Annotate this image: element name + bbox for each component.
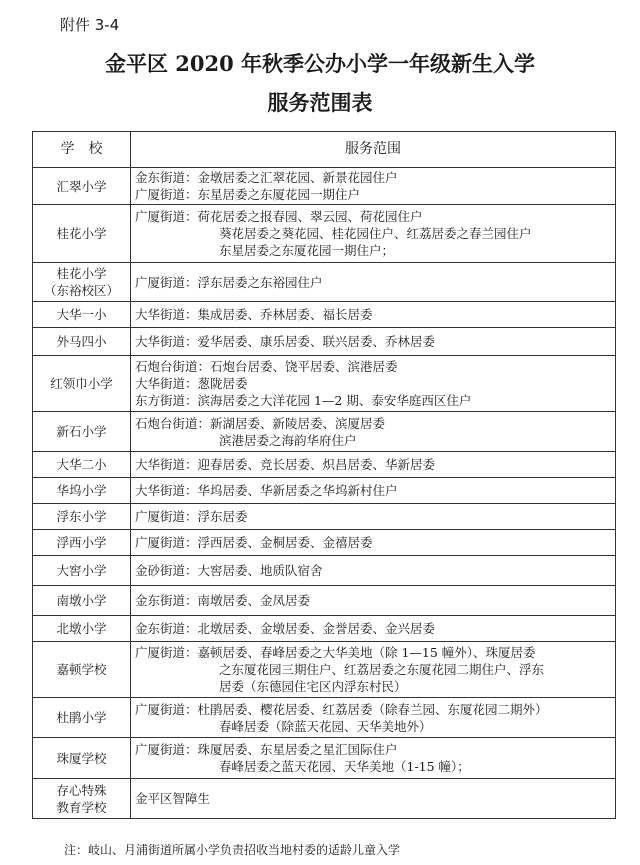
- school-name-cell: [33, 263, 131, 302]
- service-scope-cell: [131, 616, 616, 642]
- table-row: [33, 530, 616, 556]
- school-name: 大华一小: [56, 307, 107, 322]
- school-name: 桂花小学: [56, 226, 107, 241]
- school-name: 杜鹃小学: [56, 710, 107, 725]
- school-name: （东裕校区）: [43, 283, 119, 298]
- school-name: 教育学校: [56, 799, 107, 815]
- scope-line: 广厦街道：浮东居委之东裕园住户: [135, 274, 323, 290]
- school-name-cell: [33, 779, 131, 819]
- table-row: [33, 302, 616, 328]
- school-name: 南墩小学: [56, 593, 107, 608]
- scope-line: 广厦街道：杜鹃居委、樱花居委、红荔居委（除春兰园、东厦花园二期外）: [135, 701, 548, 717]
- school-name-cell: [33, 642, 131, 698]
- scope-line: 滨港居委之海韵华府住户: [219, 432, 357, 448]
- table-row: [33, 556, 616, 586]
- school-name: 存心特殊: [56, 782, 107, 798]
- scope-line: 石炮台街道：石炮台居委、饶平居委、滨港居委: [135, 359, 398, 374]
- table-row: [33, 168, 616, 205]
- table-body: [33, 168, 616, 819]
- scope-line: 金东街道：金墩居委之汇翠花园、新景花园住户: [135, 170, 398, 185]
- table-row: [33, 586, 616, 616]
- school-name: 外马四小: [56, 334, 107, 349]
- service-scope-cell: [131, 698, 616, 738]
- service-scope-cell: [131, 412, 616, 452]
- scope-line: 葵花居委之葵花园、桂花园住户、红荔居委之春兰园住户: [219, 226, 532, 241]
- scope-line: 大华街道：葱陇居委: [135, 376, 248, 391]
- school-name-cell: [33, 586, 131, 616]
- table-row: [33, 412, 616, 452]
- school-name-cell: [33, 452, 131, 478]
- scope-line: 金东街道：北墩居委、金墩居委、金誉居委、金兴居委: [135, 621, 436, 636]
- scope-line: 广厦街道：浮东居委: [135, 509, 248, 524]
- school-name-cell: [33, 412, 131, 452]
- service-scope-cell: [131, 263, 616, 302]
- service-scope-cell: [131, 556, 616, 586]
- school-name: 北墩小学: [56, 621, 107, 636]
- scope-line: 大华街道：华坞居委、华新居委之华坞新村住户: [135, 483, 398, 498]
- service-scope-cell: [131, 168, 616, 205]
- school-name-cell: [33, 504, 131, 530]
- service-scope-cell: [131, 205, 616, 263]
- school-name-cell: [33, 328, 131, 356]
- scope-line: 广厦街道：东星居委之东厦花园一期住户: [135, 187, 361, 202]
- footnote: 注：岐山、月浦街道所属小学负责招收当地村委的适龄儿童入学: [64, 843, 401, 857]
- table-row: [33, 738, 616, 779]
- school-name: 大华二小: [56, 457, 107, 472]
- service-scope-cell: [131, 302, 616, 328]
- school-name: 新石小学: [56, 424, 107, 439]
- service-scope-cell: [131, 738, 616, 779]
- school-name-cell: [33, 205, 131, 263]
- service-scope-cell: [131, 356, 616, 412]
- school-name-cell: [33, 168, 131, 205]
- table-row: [33, 263, 616, 302]
- school-name-cell: [33, 616, 131, 642]
- table-row: [33, 779, 616, 819]
- table-row: [33, 205, 616, 263]
- column-header-scope: 服务范围: [131, 132, 616, 168]
- service-scope-cell: [131, 328, 616, 356]
- school-name: 浮西小学: [56, 535, 107, 550]
- table-row: [33, 356, 616, 412]
- table-row: [33, 452, 616, 478]
- service-scope-cell: [131, 586, 616, 616]
- document-subtitle: 服务范围表: [267, 90, 373, 115]
- school-name-cell: [33, 302, 131, 328]
- scope-line: 金砂街道：大窖居委、地质队宿舍: [135, 563, 323, 578]
- service-scope-cell: [131, 478, 616, 504]
- service-scope-cell: [131, 452, 616, 478]
- table-row: [33, 328, 616, 356]
- table-row: [33, 478, 616, 504]
- scope-line: 之东厦花园三期住户、红荔居委之东厦花园二期住户、浮东: [219, 662, 545, 677]
- scope-line: 东星居委之东厦花园一期住户；: [219, 243, 395, 258]
- document-title: 金平区 2020 年秋季公办小学一年级新生入学: [104, 51, 536, 76]
- school-name: 嘉顿学校: [56, 662, 107, 677]
- school-name-cell: [33, 356, 131, 412]
- service-scope-cell: [131, 504, 616, 530]
- school-name: 浮东小学: [56, 509, 107, 524]
- scope-line: 石炮台街道：新湖居委、新陵居委、滨厦居委: [135, 415, 386, 431]
- school-name: 华坞小学: [56, 483, 107, 498]
- table-row: [33, 642, 616, 698]
- school-name: 红领巾小学: [50, 376, 113, 391]
- scope-line: 广厦街道：荷花居委之报春园、翠云园、荷花园住户: [135, 209, 423, 224]
- service-scope-cell: [131, 779, 616, 819]
- school-name: 桂花小学: [56, 266, 107, 281]
- scope-line: 东方街道：滨海居委之大洋花园 1—2 期、泰安华庭西区住户: [135, 393, 472, 408]
- scope-line: 金平区智障生: [135, 791, 211, 806]
- column-header-school: 学 校: [33, 132, 131, 168]
- service-scope-table: [32, 131, 616, 819]
- school-name: 汇翠小学: [56, 178, 107, 194]
- school-name: 珠厦学校: [56, 750, 107, 766]
- school-name-cell: [33, 530, 131, 556]
- table-row: [33, 616, 616, 642]
- scope-line: 大华街道：集成居委、乔林居委、福长居委: [135, 307, 373, 322]
- scope-line: 大华街道：爱华居委、康乐居委、联兴居委、乔林居委: [135, 334, 436, 349]
- table-row: [33, 504, 616, 530]
- scope-line: 大华街道：迎春居委、竞长居委、炽昌居委、华新居委: [135, 457, 436, 472]
- scope-line: 广厦街道：珠厦居委、东星居委之星汇国际住户: [135, 742, 398, 757]
- attachment-label: 附件 3-4: [60, 16, 120, 34]
- school-name-cell: [33, 478, 131, 504]
- school-name-cell: [33, 698, 131, 738]
- scope-line: 居委（东德园住宅区内浮东村民）: [219, 679, 407, 694]
- school-name-cell: [33, 738, 131, 779]
- service-scope-cell: [131, 642, 616, 698]
- table-header-row: [33, 132, 616, 168]
- scope-line: 广厦街道：浮西居委、金桐居委、金禧居委: [135, 535, 373, 550]
- scope-line: 春峰居委之蓝天花园、天华美地（1-15 幢）；: [219, 759, 470, 774]
- scope-line: 春峰居委（除蓝天花园、天华美地外）: [219, 718, 432, 734]
- scope-line: 金东街道：南墩居委、金凤居委: [135, 593, 311, 608]
- table-row: [33, 698, 616, 738]
- service-scope-cell: [131, 530, 616, 556]
- scope-line: 广厦街道：嘉顿居委、春峰居委之大华美地（除 1—15 幢外）、珠厦居委: [135, 645, 536, 660]
- school-name-cell: [33, 556, 131, 586]
- school-name: 大窖小学: [56, 563, 107, 578]
